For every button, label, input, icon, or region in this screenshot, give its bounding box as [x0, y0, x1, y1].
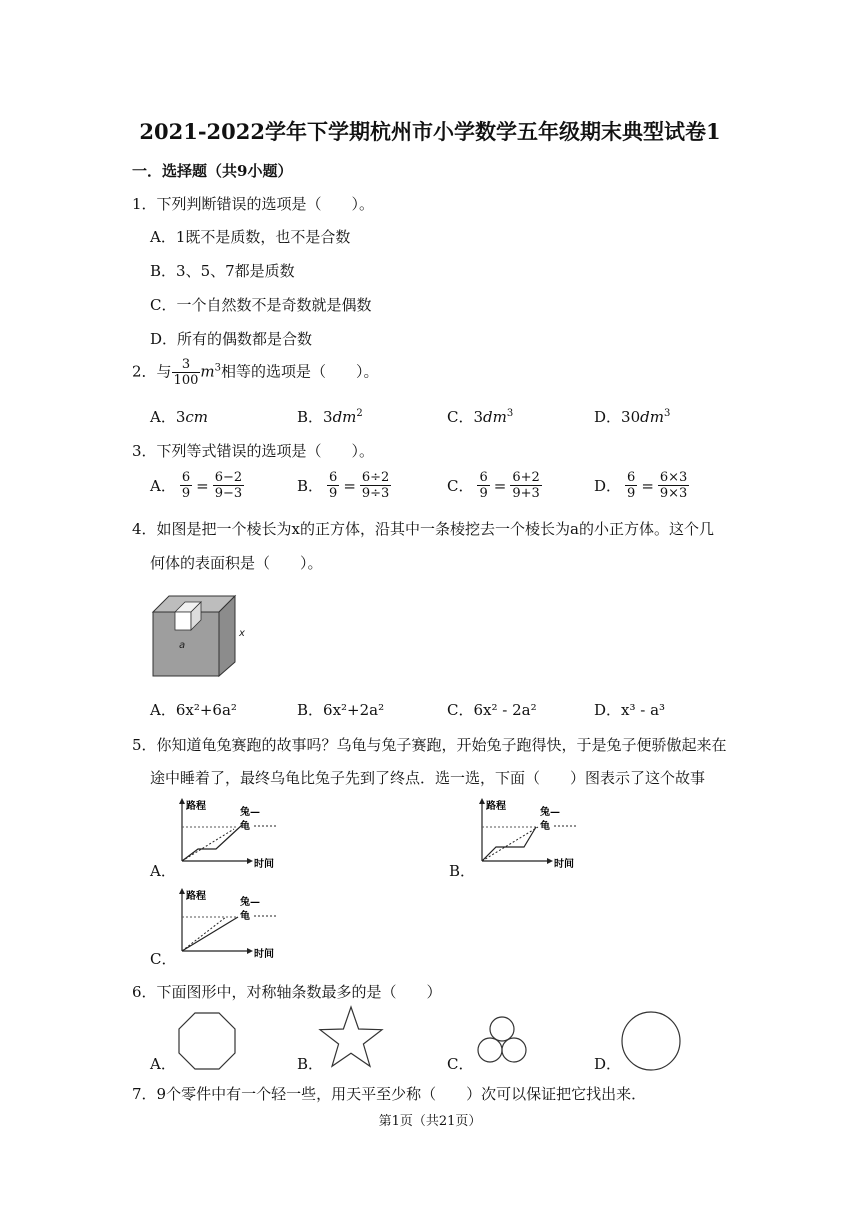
q4-option-b: B．6x²+2a²: [297, 701, 385, 719]
cube-label-a: a: [179, 640, 186, 651]
octagon-shape: [176, 1010, 238, 1072]
q6-option-d-label: D．: [594, 1055, 622, 1073]
q2-option-c: C．$3dm^3$: [447, 408, 514, 426]
question-4-line-1: 4．如图是把一个棱长为x的正方体，沿其中一条棱挖去一个棱长为a的小正方体。这个几: [132, 520, 714, 538]
q3-option-a: A． $\frac{6}{9}$ = $\frac{6-2}{9-3}$: [150, 470, 243, 501]
section-heading: 一．选择题（共9小题）: [132, 162, 293, 180]
q1-option-d: D．所有的偶数都是合数: [150, 330, 313, 348]
q5-graph-c-label: C．: [150, 950, 177, 968]
q3-option-b: B． $\frac{6}{9}$ = $\frac{6\div 2}{9\div 3}$: [297, 470, 390, 501]
three-circles-shape: [472, 1012, 532, 1068]
graph-c: [172, 887, 284, 961]
question-4-line-2: 何体的表面积是（ ）。: [150, 554, 323, 572]
q2-fraction: $\frac{3}{100}$: [173, 357, 199, 388]
q6-option-c-label: C．: [447, 1055, 474, 1073]
graph-b: [472, 797, 584, 871]
question-6-stem: 6．下面图形中，对称轴条数最多的是（ ）: [132, 983, 442, 1001]
q5-graph-a-label: A．: [150, 862, 176, 880]
svg-text:龟: 龟: [240, 911, 250, 922]
q4-option-c: C．6x² - 2a²: [447, 701, 537, 719]
svg-text:兔—: 兔—: [240, 807, 260, 818]
q4-option-d: D．x³ - a³: [594, 701, 666, 719]
cube-figure: [145, 588, 255, 678]
q2-option-b: B．$3dm^2$: [297, 408, 363, 426]
q2-option-a: A．3cm: [150, 408, 209, 426]
q1-option-a: A．1既不是质数，也不是合数: [150, 228, 351, 246]
graph-a-x-label: 时间: [254, 859, 274, 870]
q3-option-d: D． $\frac{6}{9}$ = $\frac{6\times 3}{9\times 3}$: [594, 470, 688, 501]
question-5-line-2: 途中睡着了，最终乌龟比兔子先到了终点．选一选，下面（ ）图表示了这个故事: [150, 769, 706, 787]
q1-option-b: B．3、5、7都是质数: [150, 262, 295, 280]
graph-b-x-label: 时间: [554, 859, 574, 870]
cube-label-x: x: [239, 628, 245, 639]
page-title: 2021-2022学年下学期杭州市小学数学五年级期末典型试卷1: [139, 119, 721, 144]
q5-graph-b-label: B．: [449, 862, 476, 880]
question-5-line-1: 5．你知道龟兔赛跑的故事吗？乌龟与兔子赛跑，开始兔子跑得快，于是兔子便骄傲起来在: [132, 736, 727, 754]
q3-option-c: C． $\frac{6}{9}$ = $\frac{6+2}{9+3}$: [447, 470, 540, 501]
question-7-stem: 7．9个零件中有一个轻一些，用天平至少称（ ）次可以保证把它找出来．: [132, 1085, 647, 1103]
svg-text:龟: 龟: [240, 821, 250, 832]
q4-option-a: A．6x²+6a²: [150, 701, 237, 719]
question-1-stem: 1．下列判断错误的选项是（ ）。: [132, 195, 375, 213]
q1-option-c: C．一个自然数不是奇数就是偶数: [150, 296, 372, 314]
svg-text:兔—: 兔—: [240, 897, 260, 908]
q6-option-b-label: B．: [297, 1055, 324, 1073]
svg-text:兔—: 兔—: [540, 807, 560, 818]
svg-text:龟: 龟: [540, 821, 550, 832]
graph-c-y-label: 路程: [186, 891, 206, 902]
question-2-stem: 2．与 $\frac{3}{100}$ $m^3$相等的选项是（ ）。: [132, 357, 379, 388]
star-shape: [318, 1004, 384, 1070]
q2-option-d: D．$30dm^3$: [594, 408, 671, 426]
graph-a-y-label: 路程: [186, 801, 206, 812]
q6-option-a-label: A．: [150, 1055, 176, 1073]
graph-b-y-label: 路程: [486, 801, 506, 812]
question-3-stem: 3．下列等式错误的选项是（ ）。: [132, 442, 375, 460]
graph-a: [172, 797, 284, 871]
page-footer: 第1页（共21页）: [378, 1114, 482, 1129]
graph-c-x-label: 时间: [254, 949, 274, 960]
circle-shape: [620, 1010, 682, 1072]
